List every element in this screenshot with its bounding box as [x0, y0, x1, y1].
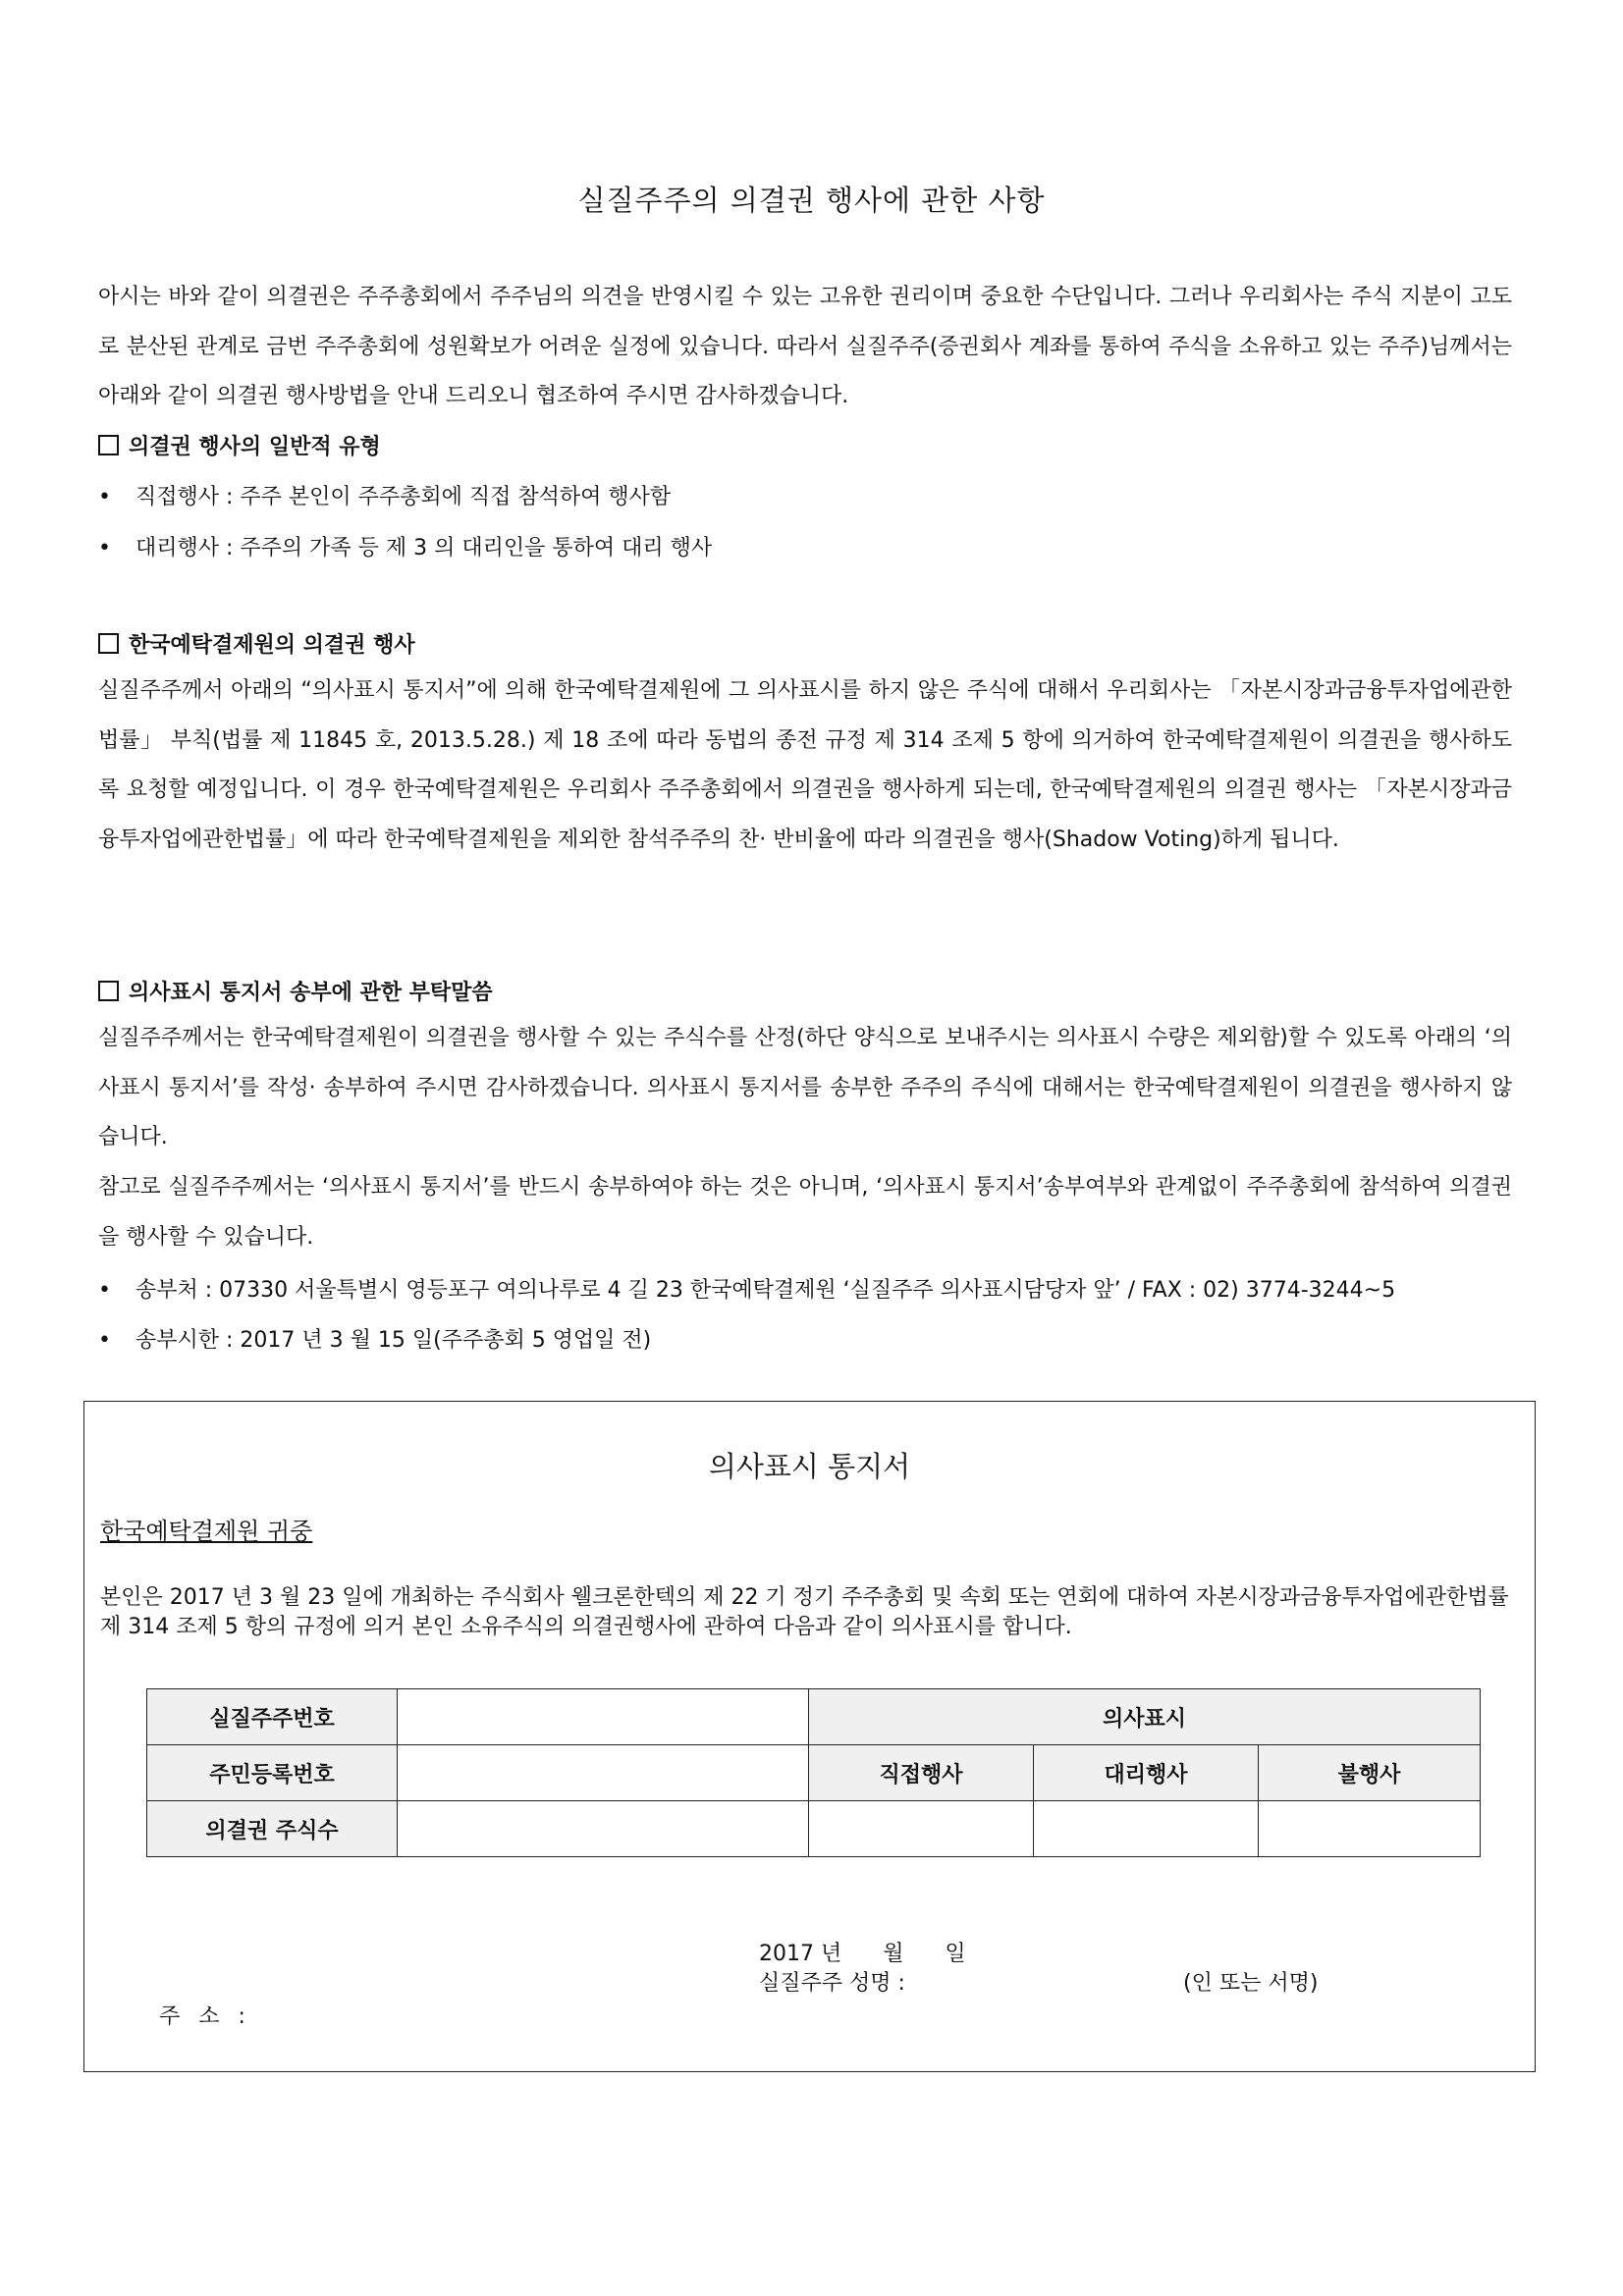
- bullet-deadline: • 송부시한 : 2017 년 3 월 15 일(주주총회 5 영업일 전): [98, 1328, 652, 1353]
- bullet-direct-exercise: • 직접행사 : 주주 본인이 주주총회에 직접 참석하여 행사함: [98, 485, 672, 509]
- abstain-shares-field[interactable]: [1259, 1801, 1481, 1857]
- section-heading-general-types: 의결권 행사의 일반적 유형: [98, 430, 381, 460]
- bullet-icon: •: [98, 1278, 111, 1303]
- notice-reference-paragraph: 참고로 실질주주께서는 ‘의사표시 통지서’를 반드시 송부하여야 하는 것은 아니며, ‘의사표시 통지서’송부여부와 관계없이 주주총회에 참석하여 의결권을 행사할 수 있습니다.: [98, 1175, 1512, 1250]
- bullet-icon: •: [98, 536, 111, 561]
- column-header-abstain: 불행사: [1259, 1745, 1481, 1801]
- table-row: [147, 1689, 1481, 1745]
- page-title: 실질주주의 의결권 행사에 관한 사항: [577, 184, 1046, 217]
- notice-form: [83, 1401, 1536, 2072]
- intro-paragraph: 아시는 바와 같이 의결권은 주주총회에서 주주님의 의견을 반영시킬 수 있는 고유한 권리이며 중요한 수단입니다. 그러나 우리회사는 주식 지분이 고도로 분산된 관계로 금번 주주총회에 성원확보가 어려운 실정에 있습니다. 따라서 실질주주(증권회사 계좌를 통하여 주식을 소유하고 있는 주주)님께서는 아래와 같이 의결권 행사방법을 안내 드리오니 협조하여 주시면 감사하겠습니다.: [98, 285, 1512, 408]
- table-row: [147, 1801, 1481, 1857]
- holder-number-field[interactable]: [398, 1689, 809, 1745]
- checkbox-square-icon: [98, 633, 119, 654]
- bullet-send-to: • 송부처 : 07330 서울특별시 영등포구 여의나루로 4 길 23 한국예탁결제원 ‘실질주주 의사표시담당자 앞’ / FAX : 02) 3774-3244~5: [98, 1278, 1396, 1303]
- address-label: 주 소 :: [159, 2004, 251, 2029]
- resident-number-field[interactable]: [398, 1745, 809, 1801]
- bullet-icon: •: [98, 485, 111, 509]
- checkbox-square-icon: [98, 435, 119, 455]
- column-header-proxy: 대리행사: [1034, 1745, 1259, 1801]
- section-heading-notice-request: 의사표시 통지서 송부에 관한 부탁말씀: [98, 976, 493, 1006]
- proxy-shares-field[interactable]: [1034, 1801, 1259, 1857]
- notice-request-paragraph: 실질주주께서는 한국예탁결제원이 의결권을 행사할 수 있는 주식수를 산정(하단 양식으로 보내주시는 의사표시 수량은 제외함)할 수 있도록 아래의 ‘의사표시 통지서’를 작성· 송부하여 주시면 감사하겠습니다. 의사표시 통지서를 송부한 주주의 주식에 대해서는 한국예탁결제원이 의결권을 행사하지 않습니다.: [98, 1026, 1512, 1149]
- checkbox-square-icon: [98, 981, 119, 1001]
- intent-group-header: 의사표시: [809, 1689, 1481, 1745]
- form-title: 의사표시 통지서: [708, 1450, 911, 1483]
- holder-name-label: 실질주주 성명 :: [759, 1971, 905, 1996]
- column-header-direct: 직접행사: [809, 1745, 1034, 1801]
- bullet-icon: •: [98, 1328, 111, 1353]
- row-label-voting-shares: 의결권 주식수: [147, 1801, 398, 1857]
- table-row: [147, 1745, 1481, 1801]
- form-statement: 본인은 2017 년 3 월 23 일에 개최하는 주식회사 웰크론한텍의 제 22 기 정기 주주총회 및 속회 또는 연회에 대하여 자본시장과금융투자업에관한법률 제 314 조제 5 항의 규정에 의거 본인 소유주식의 의결권행사에 관하여 다음과 같이 의사표시를 합니다.: [100, 1585, 1509, 1639]
- voting-shares-field[interactable]: [398, 1801, 809, 1857]
- vote-table: [146, 1688, 1481, 1857]
- seal-label: (인 또는 서명): [1183, 1971, 1319, 1996]
- direct-shares-field[interactable]: [809, 1801, 1034, 1857]
- bullet-proxy-exercise: • 대리행사 : 주주의 가족 등 제 3 의 대리인을 통하여 대리 행사: [98, 536, 713, 561]
- row-label-resident-number: 주민등록번호: [147, 1745, 398, 1801]
- row-label-holder-number: 실질주주번호: [147, 1689, 398, 1745]
- ksd-voting-paragraph: 실질주주께서 아래의 “의사표시 통지서”에 의해 한국예탁결제원에 그 의사표시를 하지 않은 주식에 대해서 우리회사는 「자본시장과금융투자업에관한법률」 부칙(법률 제 11845 호, 2013.5.28.) 제 18 조에 따라 동법의 종전 규정 제 314 조제 5 항에 의거하여 한국예탁결제원이 의결권을 행사하도록 요청할 예정입니다. 이 경우 한국예탁결제원은 우리회사 주주총회에서 의결권을 행사하게 되는데, 한국예탁결제원의 의결권 행사는 「자본시장과금융투자업에관한법률」에 따라 한국예탁결제원을 제외한 참석주주의 찬· 반비율에 따라 의결권을 행사(Shadow Voting)하게 됩니다.: [98, 678, 1512, 852]
- form-addressee: 한국예탁결제원 귀중: [100, 1518, 313, 1545]
- date-line: 2017 년 월 일: [759, 1942, 966, 1966]
- section-heading-ksd-voting: 한국예탁결제원의 의결권 행사: [98, 628, 415, 659]
